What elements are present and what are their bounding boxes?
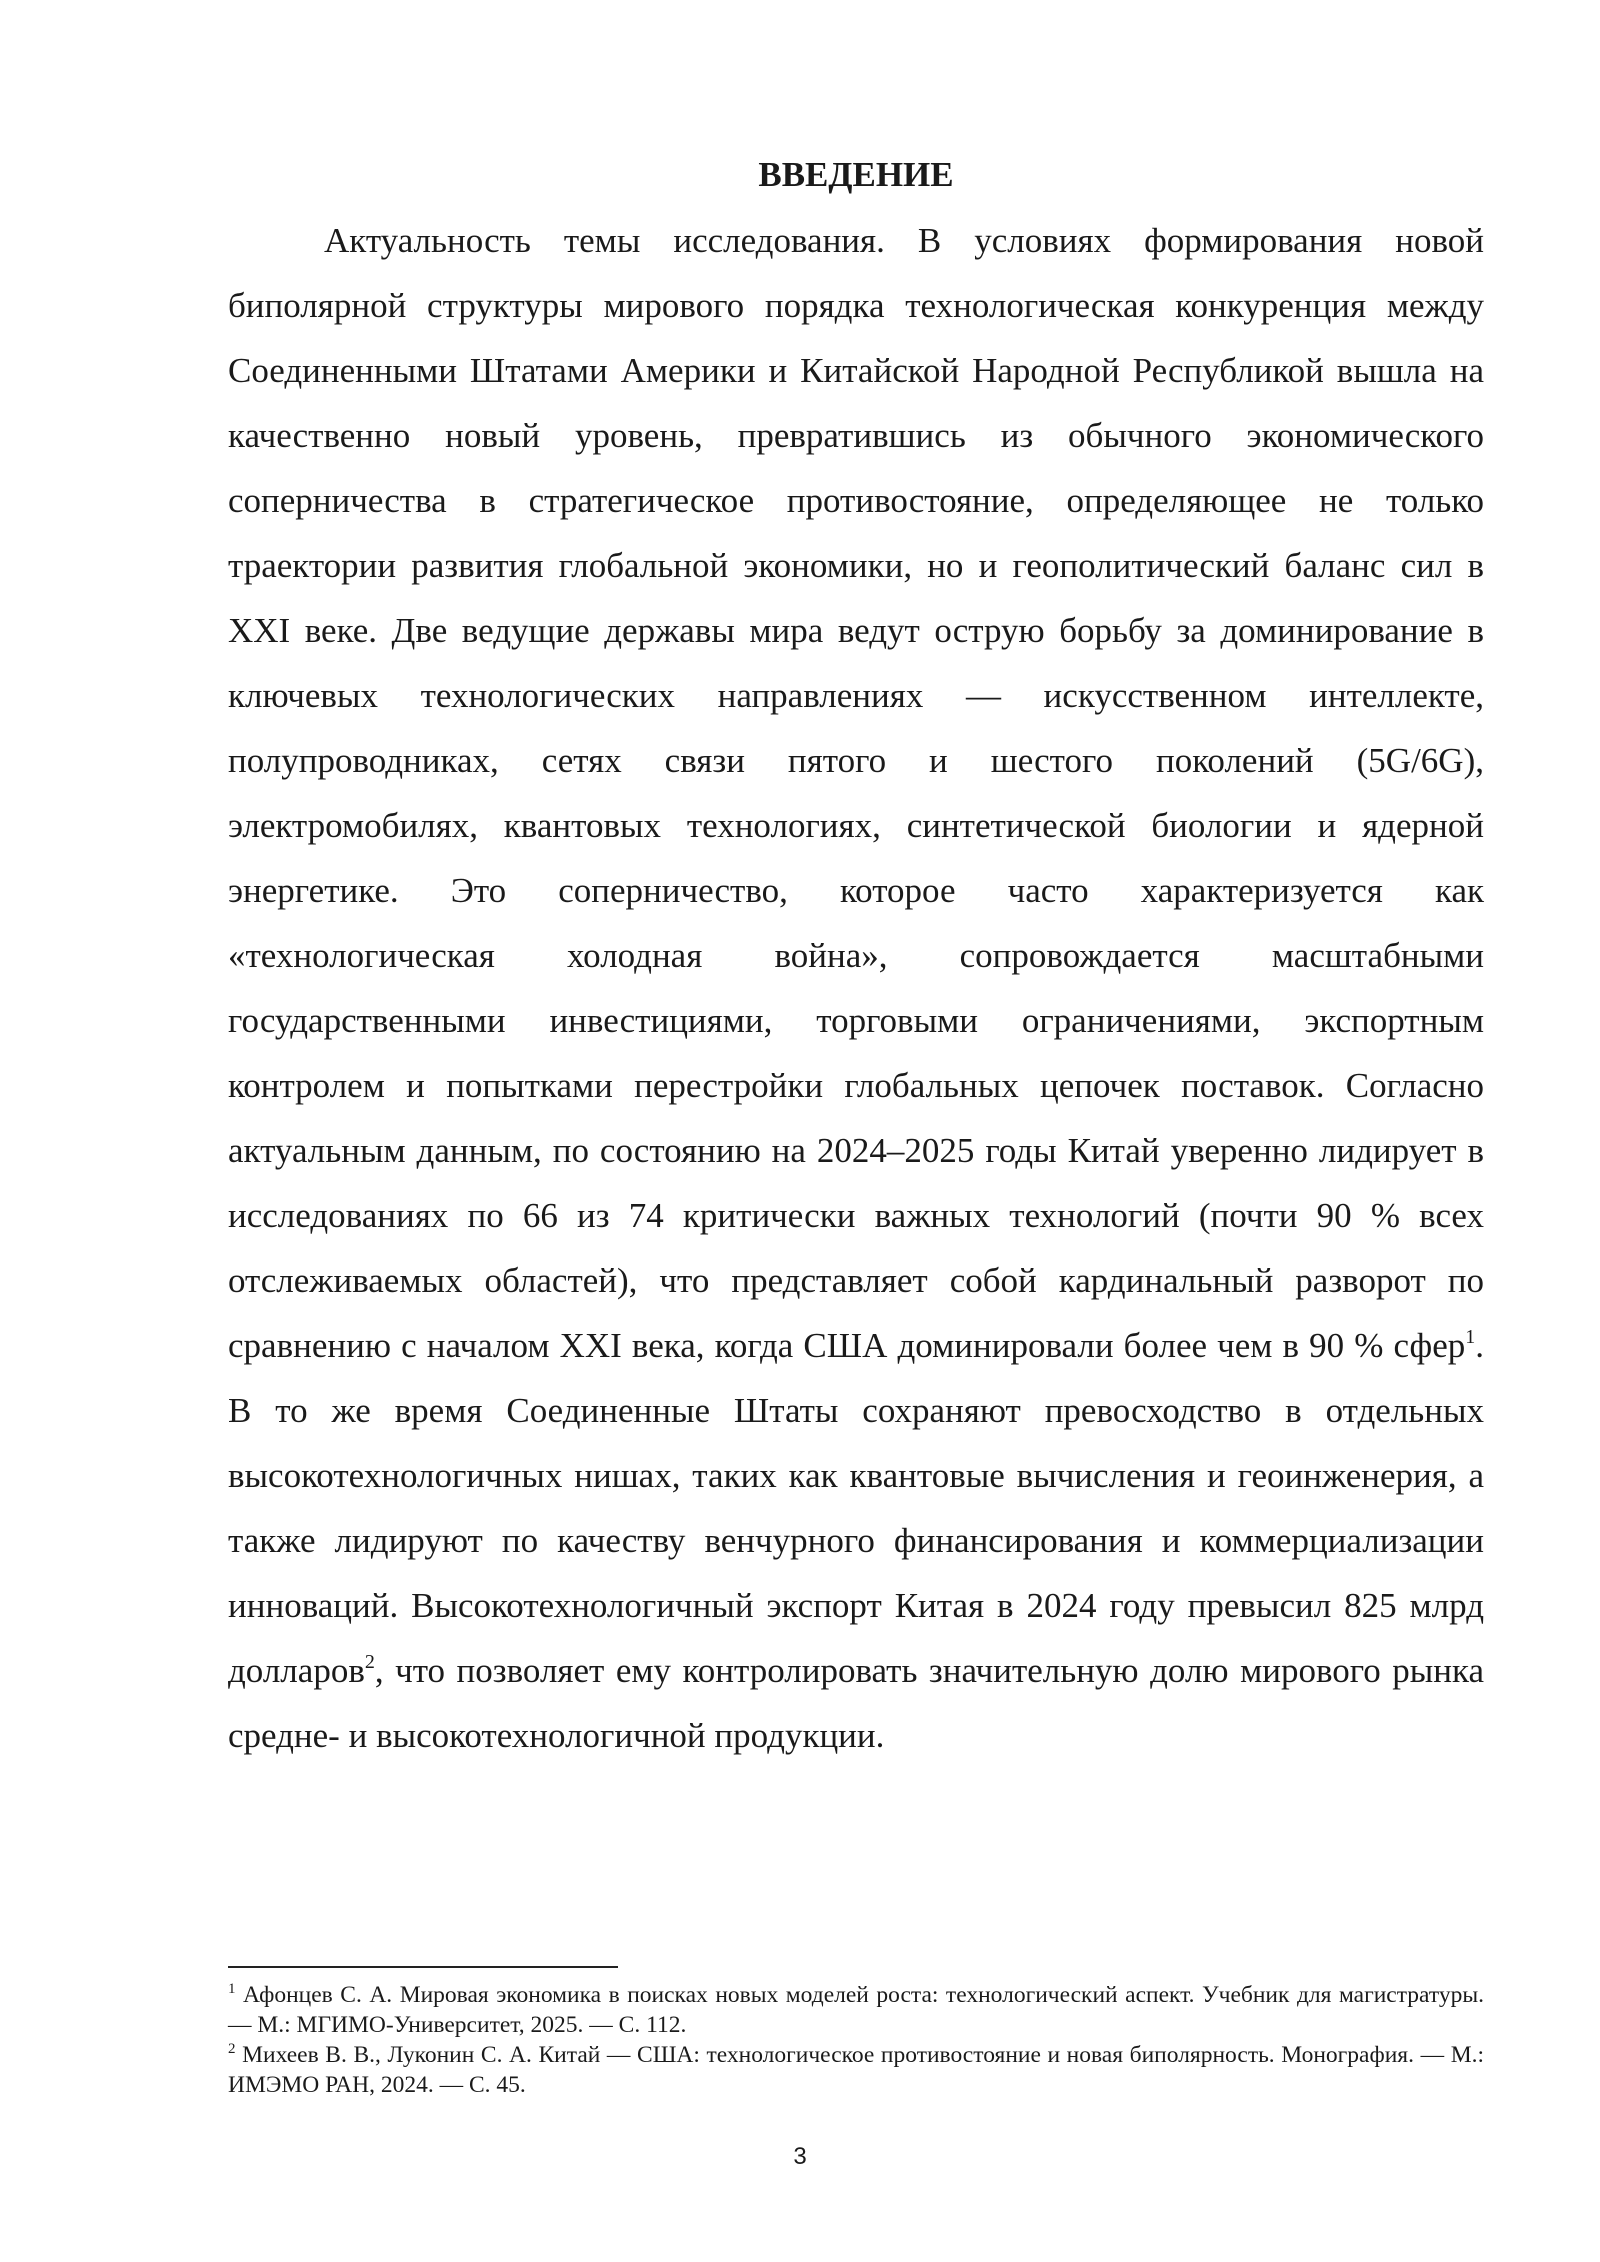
body-paragraph: [228, 208, 1484, 1768]
footnote-text-1: Афонцев С. А. Мировая экономика в поисках новых моделей роста: технологический аспект. Учебник для магистратуры. — М.: МГИМО-Университет, 2025. — С. 112.: [228, 1982, 1484, 2038]
footnotes-section: [228, 1980, 1484, 2100]
body-text-part-3: , что позволяет ему контролировать значительную долю мирового рынка средне- и высокотехнологичной продукции.: [228, 1651, 1484, 1755]
footnote-separator: [228, 1966, 618, 1968]
body-text-part-2: . В то же время Соединенные Штаты сохраняют превосходство в отдельных высокотехнологичных нишах, таких как квантовые вычисления и геоинженерия, а также лидируют по качеству венчурного финансирования и коммерциализации инноваций. Высокотехнологичный экспорт Китая в 2024 году превысил 825 млрд долларов: [228, 1326, 1484, 1690]
footnote-marker-2: 2: [228, 2041, 236, 2057]
footnote-text-2: Михеев В. В., Луконин С. А. Китай — США: технологическое противостояние и новая биполярность. Монография. — М.: ИМЭМО РАН, 2024. — С. 45.: [228, 2042, 1484, 2098]
footnote-reference-1[interactable]: 1: [1465, 1326, 1476, 1348]
footnote-2: [228, 2040, 1484, 2100]
section-heading: ВВЕДЕНИЕ: [758, 155, 954, 194]
page-number: 3: [793, 2143, 807, 2170]
footnote-1: [228, 1980, 1484, 2040]
footnote-reference-2[interactable]: 2: [364, 1651, 375, 1673]
footnote-marker-1: 1: [228, 1981, 236, 1997]
body-text-part-1: Актуальность темы исследования. В условиях формирования новой биполярной структуры мирового порядка технологическая конкуренция между Соединенными Штатами Америки и Китайской Народной Республикой вышла на качественно новый уровень, превратившись из обычного экономического соперничества в стратегическое противостояние, определяющее не только траектории развития глобальной экономики, но и геополитический баланс сил в XXI веке. Две ведущие державы мира ведут острую борьбу за доминирование в ключевых технологических направлениях — искусственном интеллекте, полупроводниках, сетях связи пятого и шестого поколений (5G/6G), электромобилях, квантовых технологиях, синтетической биологии и ядерной энергетике. Это соперничество, которое часто характеризуется как «технологическая холодная война», сопровождается масштабными государственными инвестициями, торговыми ограничениями, экспортным контролем и попытками перестройки глобальных цепочек поставок. Согласно актуальным данным, по состоянию на 2024–2025 годы Китай уверенно лидирует в исследованиях по 66 из 74 критически важных технологий (почти 90 % всех отслеживаемых областей), что представляет собой кардинальный разворот по сравнению с началом XXI века, когда США доминировали более чем в 90 % сфер: [228, 221, 1484, 1365]
